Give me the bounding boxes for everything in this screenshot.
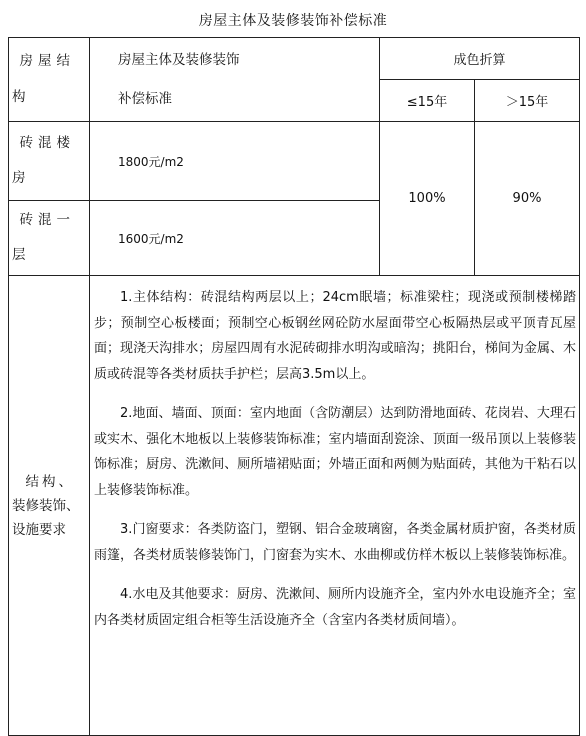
- requirement-item: 4.水电及其他要求：厨房、洗漱间、厕所内设施齐全，室内外水电设施齐全；室内各类材质固定组合柜等生活设施齐全（含室内各类材质间墙）。: [94, 587, 577, 628]
- requirements-row: [9, 276, 580, 736]
- header-gt15: ＞15年: [475, 80, 580, 122]
- requirement-item: 2.地面、墙面、顶面：室内地面（含防潮层）达到防滑地面砖、花岗岩、大理石或实木、强化木地板以上装修装饰标准；室内墙面刮瓷涂、顶面一级吊顶以上装修装饰标准；厨房、洗漱间、厕所墙裙贴面；外墙正面和两侧为贴面砖，其他为干粘石以上装修装饰标准。: [94, 406, 577, 498]
- table-row: [9, 122, 580, 201]
- header-standard-cell: [90, 38, 380, 122]
- header-le15: ≤15年: [380, 80, 475, 122]
- requirements-content: [90, 276, 580, 736]
- header-standard-line2: 补偿标准: [118, 90, 172, 107]
- requirement-item: 1.主体结构：砖混结构两层以上；24cm眠墙；标准梁柱；现浇或预制楼梯踏步；预制空心板楼面；预制空心板钢丝网砼防水屋面带空心板隔热层或平顶青瓦屋面；现浇天沟排水；房屋四周有水泥砖砌排水明沟或暗沟；挑阳台，梯间为金属、木质或砖混等各类材质扶手护栏；层高3.5m以上。: [94, 290, 577, 382]
- row-price: 1600元/m2: [90, 201, 380, 276]
- header-structure-line2: 构: [12, 88, 26, 105]
- header-depreciation-group: 成色折算: [380, 38, 580, 80]
- row-structure-name: 砖混楼 房: [9, 122, 90, 201]
- row-price: 1800元/m2: [90, 122, 380, 201]
- depreciation-le15-value: 100%: [380, 122, 475, 276]
- header-structure-line1: 房屋结: [19, 53, 75, 69]
- requirement-item: 3.门窗要求：各类防盗门，塑钢、铝合金玻璃窗，各类金属材质护窗，各类材质雨篷，各类材质装修装饰门，门窗套为实木、水曲柳或仿样木板以上装修装饰标准。: [94, 522, 577, 563]
- compensation-table: [8, 37, 580, 736]
- row-structure-name: 砖混一 层: [9, 201, 90, 276]
- depreciation-gt15-value: 90%: [475, 122, 580, 276]
- page-title: 房屋主体及装修装饰补偿标准: [198, 13, 388, 29]
- header-standard-line1: 房屋主体及装修装饰: [118, 51, 240, 68]
- header-structure-cell: [9, 38, 90, 122]
- requirements-label: 结构、 装修装饰、 设施要求: [9, 276, 90, 736]
